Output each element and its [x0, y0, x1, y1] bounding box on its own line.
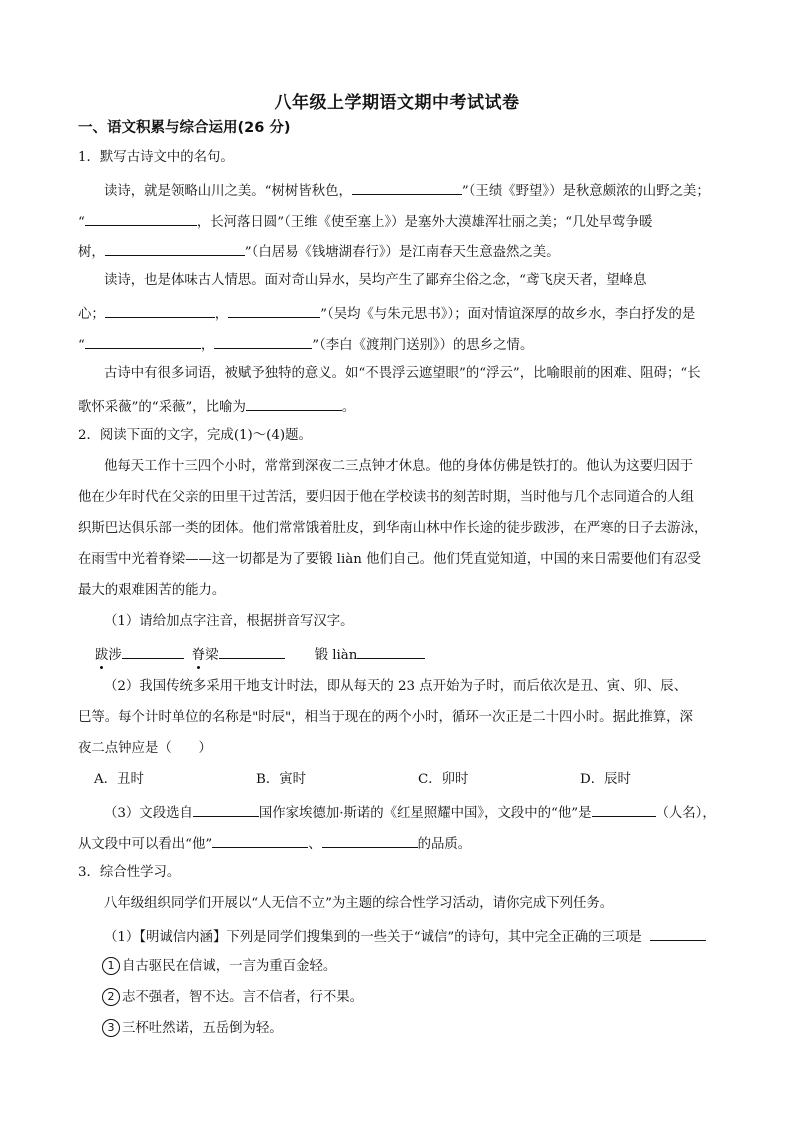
q1-para1-line3: 树， ”（白居易《钱塘湖春行》）是江南春天生意盎然之美。 — [78, 240, 560, 263]
answer-blank[interactable] — [228, 302, 320, 318]
option-a[interactable]: A．丑时 — [94, 772, 144, 787]
circled-number: 2 — [102, 988, 120, 1006]
q1-para1-line2: “ ，长河落日圆”（王维《使至塞上》）是塞外大漠雄浑壮丽之美；“几处早莺争暖 — [78, 210, 652, 233]
answer-blank[interactable] — [193, 801, 259, 817]
answer-blank[interactable] — [352, 179, 462, 195]
passage-line: 织斯巴达俱乐部一类的团体。他们常常饿着肚皮，到华南山林中作长途的徒步跋涉，在严寒的日子去游泳， — [78, 521, 708, 536]
answer-blank[interactable] — [592, 801, 656, 817]
passage-line: 他在少年时代在父亲的田里干过苦活，要归因于他在学校读书的刻苦时期，当时他与几个志同道合的人组 — [78, 490, 694, 505]
question-3-stem: 3．综合性学习。 — [78, 865, 181, 880]
subquestion-3-line1: （3）文段选自 国作家埃德加·斯诺的《红星照耀中国》，文段中的“他”是 （人名）， — [104, 801, 716, 824]
subquestion-1: （1）请给加点字注音，根据拼音写汉字。 — [104, 614, 354, 629]
page-title: 八年级上学期语文期中考试试卷 — [274, 93, 520, 113]
q1-para3-line1: 古诗中有很多词语，被赋予独特的意义。如“不畏浮云遮望眼”的“浮云”，比喻眼前的困难、阻碍；“长 — [104, 366, 701, 381]
q3-intro: 八年级组织同学们开展以“人无信不立”为主题的综合性学习活动，请你完成下列任务。 — [104, 896, 614, 911]
list-item: 2 志不强者，智不达。言不信者，行不果。 — [102, 988, 363, 1008]
q3-task1: （1）【明诚信内涵】下列是同学们搜集到的一些关于“诚信”的诗句，其中完全正确的三项是 — [104, 925, 706, 948]
subquestion-3-line2: 从文段中可以看出“他” 、 的品质。 — [78, 832, 471, 855]
passage-line: 最大的艰难困苦的能力。 — [78, 583, 226, 598]
option-b[interactable]: B．寅时 — [256, 772, 307, 787]
answer-blank[interactable] — [85, 210, 197, 226]
subquestion-2-line2: 巳等。每个计时单位的名称是"时辰"，相当于现在的两个小时，循环一次正是二十四小时。据此推算，深 — [78, 710, 693, 725]
section-heading: 一、语文积累与综合运用(26 分) — [78, 120, 291, 136]
q1-para2-line2: 心； ， ”（吴均《与朱元思书》）；面对情谊深厚的故乡水，李白抒发的是 — [78, 302, 695, 325]
q1-para1-line1: 读诗，就是领略山川之美。“树树皆秋色， ”（王绩《野望》）是秋意颇浓的山野之美； — [104, 179, 710, 202]
answer-blank[interactable] — [214, 333, 312, 349]
answer-blank[interactable] — [357, 643, 425, 659]
option-d[interactable]: D．辰时 — [580, 772, 631, 787]
dotted-char: 跋 — [95, 646, 108, 666]
option-c[interactable]: C．卯时 — [418, 772, 469, 787]
pinyin-row: 跋涉 脊梁 锻 liàn — [95, 643, 425, 666]
answer-blank[interactable] — [322, 832, 418, 848]
q1-para3-line2: 歌怀采薇”的“采薇”，比喻为 。 — [78, 395, 355, 418]
answer-blank[interactable] — [85, 333, 201, 349]
list-item: 1 自古驱民在信诚，一言为重百金轻。 — [102, 957, 336, 977]
q1-para2-line1: 读诗，也是体味古人情思。面对奇山异水，吴均产生了鄙弃尘俗之念，“鸢飞戾天者，望峰息 — [104, 273, 647, 288]
answer-blank[interactable] — [105, 302, 215, 318]
answer-blank[interactable] — [246, 395, 342, 411]
passage-line: 在雨雪中光着脊梁——这一切都是为了要锻 liàn 他们自己。他们凭直觉知道，中国的来日需要他们有忍受 — [78, 552, 701, 567]
circled-number: 1 — [102, 957, 120, 975]
subquestion-2-line1: （2）我国传统多采用干地支计时法，即从每天的 23 点开始为子时，而后依次是丑、寅、卯、辰、 — [104, 679, 688, 694]
answer-blank[interactable] — [212, 832, 308, 848]
list-item: 3 三杯吐然诺，五岳倒为轻。 — [102, 1019, 283, 1039]
dotted-char: 脊 — [192, 646, 205, 666]
passage-line: 他每天工作十三四个小时，常常到深夜二三点钟才休息。他的身体仿佛是铁打的。他认为这要归因于 — [104, 459, 694, 474]
question-1-stem: 1．默写古诗文中的名句。 — [78, 150, 234, 165]
answer-blank[interactable] — [219, 643, 285, 659]
answer-blank[interactable] — [122, 643, 184, 659]
answer-blank[interactable] — [650, 925, 706, 941]
subquestion-2-line3: 夜二点钟应是（ ） — [78, 741, 212, 756]
circled-number: 3 — [102, 1019, 120, 1037]
answer-blank[interactable] — [105, 240, 245, 256]
question-2-stem: 2．阅读下面的文字，完成(1)～(4)题。 — [78, 428, 312, 443]
q1-para2-line3: “ ， ”（李白《渡荆门送别》）的思乡之情。 — [78, 333, 533, 356]
